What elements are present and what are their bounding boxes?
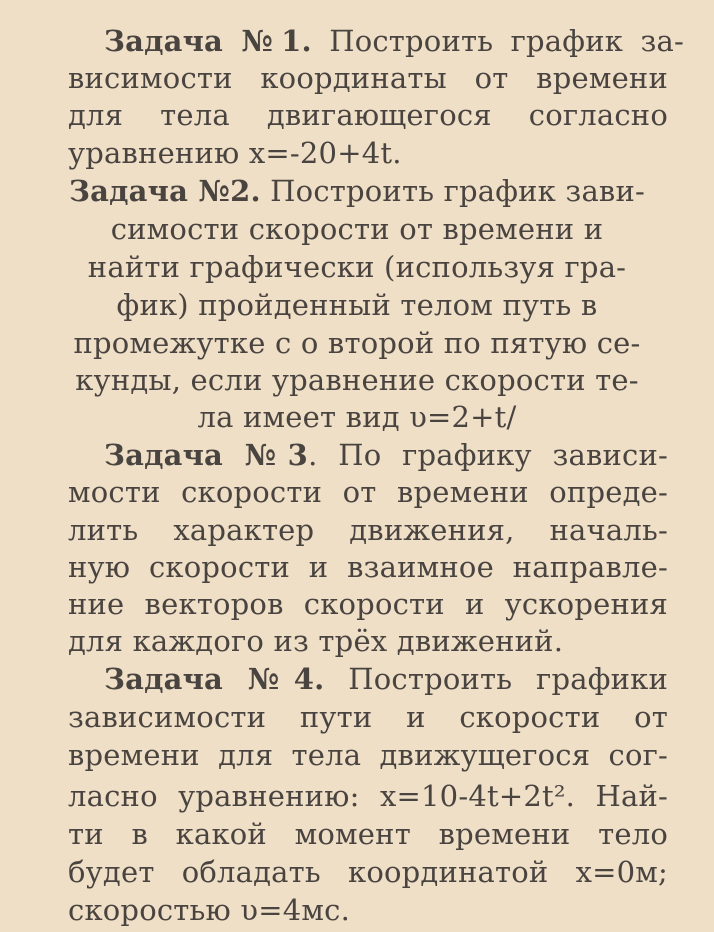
task-1-line-1	[0, 22, 684, 60]
task-4-line-5: ти в какой момент времени тело	[68, 817, 668, 851]
task-2-line-5: промежутке с о второй по пятую се-	[73, 326, 641, 360]
task-3-label: Задача №3	[104, 438, 309, 472]
task-1-label: Задача №1.	[104, 24, 312, 58]
task-1-text-1: Построить график за-	[311, 24, 684, 58]
task-4-label: Задача №4.	[104, 662, 325, 696]
task-1-line-4: уравнению x=-20+4t.	[68, 136, 402, 170]
task-4-line-1	[104, 660, 668, 698]
task-4-line-7: скоростью υ=4мс.	[68, 893, 350, 927]
task-2-line-2: симости скорости от времени и	[110, 212, 604, 246]
task-2-text-1: Построить график зави-	[260, 174, 645, 208]
task-3-line-3: лить характер движения, началь-	[68, 513, 668, 547]
task-3-line-4: ную скорости и взаимное направле-	[68, 550, 668, 584]
task-2-line-3: найти графически (используя гра-	[87, 250, 627, 284]
task-1-line-2: висимости координаты от времени	[68, 61, 668, 95]
task-3-text-1: . По графику зависи-	[308, 438, 668, 472]
task-4-line-2: зависимости пути и скорости от	[68, 700, 668, 734]
task-3-line-1	[104, 436, 668, 474]
task-1-line-3: для тела двигающегося согласно	[68, 98, 668, 132]
task-4-line-6: будет обладать координатой x=0м;	[68, 855, 668, 889]
task-2-line-7: ла имеет вид υ=2+t/	[197, 400, 517, 434]
task-3-line-2: мости скорости от времени опреде-	[68, 475, 668, 509]
task-2-line-6: кунды, если уравнение скорости те-	[75, 363, 639, 397]
task-4-line-4: ласно уравнению: x=10-4t+2t². Най-	[68, 779, 668, 813]
task-2-line-1	[0, 172, 714, 210]
task-4-text-1: Построить графики	[324, 662, 668, 696]
task-2-label: Задача №2.	[69, 174, 261, 208]
task-3-line-5: ние векторов скорости и ускорения	[68, 587, 668, 621]
task-4-line-3: времени для тела движущегося сог-	[68, 738, 668, 772]
task-3-line-6: для каждого из трёх движений.	[68, 624, 564, 658]
task-2-line-4: фик) пройденный телом путь в	[116, 288, 598, 322]
